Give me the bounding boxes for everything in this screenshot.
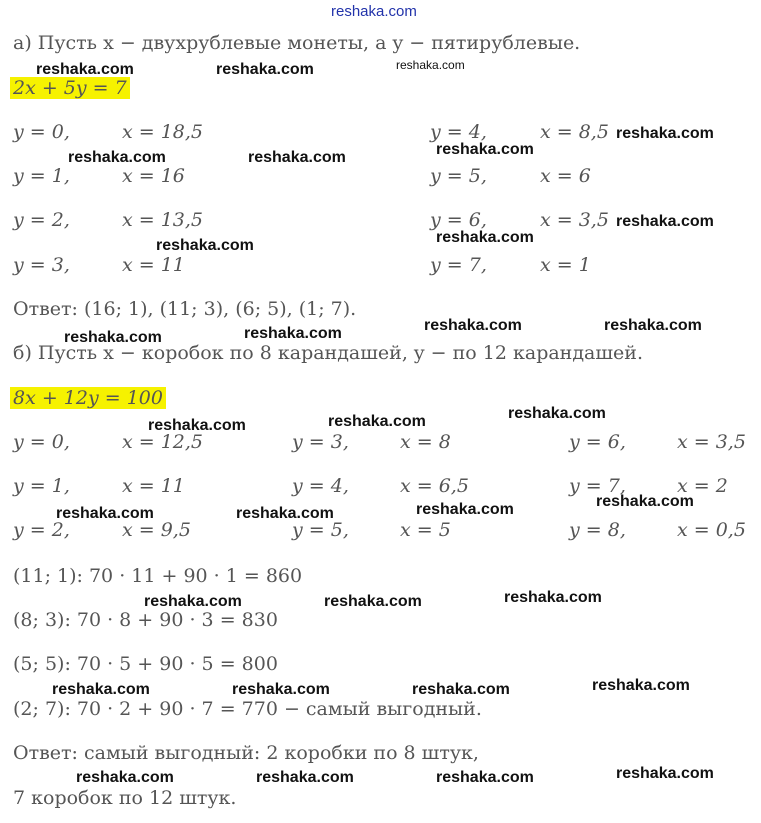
part-a-row-x: x = 6 xyxy=(540,165,591,187)
watermark: reshaka.com xyxy=(244,325,342,342)
watermark: reshaka.com xyxy=(36,61,134,78)
watermark: reshaka.com xyxy=(412,681,510,698)
watermark: reshaka.com xyxy=(596,493,694,510)
part-a-row-x: x = 3,5 xyxy=(540,209,609,231)
part-b-row-y: y = 2, xyxy=(13,519,70,541)
part-a-row-x: x = 16 xyxy=(122,165,185,187)
part-b-intro: б) Пусть x − коробок по 8 карандашей, y − по 12 карандашей. xyxy=(13,342,643,364)
part-a-row-y: y = 7, xyxy=(430,254,487,276)
part-b-row-x: x = 11 xyxy=(122,475,185,497)
part-a-row-x: x = 18,5 xyxy=(122,121,204,143)
part-a-row-x: x = 1 xyxy=(540,254,591,276)
part-b-row-x: x = 0,5 xyxy=(677,519,746,541)
part-b-row-y: y = 5, xyxy=(292,519,349,541)
watermark: reshaka.com xyxy=(604,317,702,334)
part-b-row-x: x = 9,5 xyxy=(122,519,191,541)
part-b-row-y: y = 7, xyxy=(569,475,626,497)
part-a-row-y: y = 6, xyxy=(430,209,487,231)
watermark: reshaka.com xyxy=(148,417,246,434)
part-a-answer: Ответ: (16; 1), (11; 3), (6; 5), (1; 7). xyxy=(13,298,357,320)
part-a-row-x: x = 13,5 xyxy=(122,209,204,231)
part-b-row-y: y = 8, xyxy=(569,519,626,541)
part-b-cost-line: (8; 3): 70 · 8 + 90 · 3 = 830 xyxy=(13,609,278,631)
watermark: reshaka.com xyxy=(64,329,162,346)
watermark: reshaka.com xyxy=(68,149,166,166)
watermark: reshaka.com xyxy=(76,769,174,786)
watermark: reshaka.com xyxy=(436,769,534,786)
part-a-row-y: y = 0, xyxy=(13,121,70,143)
part-a-equation: 2x + 5y = 7 xyxy=(10,76,130,100)
watermark: reshaka.com xyxy=(236,505,334,522)
part-b-row-y: y = 3, xyxy=(292,431,349,453)
part-a-intro: а) Пусть x − двухрублевые монеты, а y − пятирублевые. xyxy=(13,32,581,54)
part-b-cost-line: (5; 5): 70 · 5 + 90 · 5 = 800 xyxy=(13,653,278,675)
part-b-answer-line1: Ответ: самый выгодный: 2 коробки по 8 штук, xyxy=(13,742,479,764)
watermark: reshaka.com xyxy=(324,593,422,610)
watermark: reshaka.com xyxy=(248,149,346,166)
part-a-row-x: x = 8,5 xyxy=(540,121,609,143)
watermark: reshaka.com xyxy=(416,501,514,518)
part-b-answer-line2: 7 коробок по 12 штук. xyxy=(13,787,237,809)
watermark: reshaka.com xyxy=(504,589,602,606)
watermark: reshaka.com xyxy=(52,681,150,698)
watermark: reshaka.com xyxy=(156,237,254,254)
part-b-row-y: y = 4, xyxy=(292,475,349,497)
watermark: reshaka.com xyxy=(592,677,690,694)
watermark: reshaka.com xyxy=(216,61,314,78)
part-b-row-x: x = 5 xyxy=(400,519,451,541)
watermark: reshaka.com xyxy=(436,141,534,158)
watermark: reshaka.com xyxy=(396,58,465,72)
watermark-top: reshaka.com xyxy=(331,3,417,20)
part-a-row-y: y = 3, xyxy=(13,254,70,276)
watermark: reshaka.com xyxy=(424,317,522,334)
part-b-row-y: y = 1, xyxy=(13,475,70,497)
watermark: reshaka.com xyxy=(436,229,534,246)
part-b-row-x: x = 8 xyxy=(400,431,451,453)
watermark: reshaka.com xyxy=(328,413,426,430)
part-b-cost-line: (11; 1): 70 · 11 + 90 · 1 = 860 xyxy=(13,565,303,587)
watermark: reshaka.com xyxy=(508,405,606,422)
watermark: reshaka.com xyxy=(616,125,714,142)
part-a-row-y: y = 1, xyxy=(13,165,70,187)
part-b-cost-line: (2; 7): 70 · 2 + 90 · 7 = 770 − самый выгодный. xyxy=(13,698,482,720)
part-a-row-y: y = 5, xyxy=(430,165,487,187)
part-b-row-x: x = 2 xyxy=(677,475,728,497)
part-b-row-x: x = 6,5 xyxy=(400,475,469,497)
part-b-row-x: x = 12,5 xyxy=(122,431,204,453)
part-b-row-x: x = 3,5 xyxy=(677,431,746,453)
part-b-row-y: y = 0, xyxy=(13,431,70,453)
watermark: reshaka.com xyxy=(56,505,154,522)
part-b-equation: 8x + 12y = 100 xyxy=(10,386,166,410)
part-a-row-x: x = 11 xyxy=(122,254,185,276)
part-b-row-y: y = 6, xyxy=(569,431,626,453)
watermark: reshaka.com xyxy=(144,593,242,610)
watermark: reshaka.com xyxy=(616,213,714,230)
part-a-row-y: y = 4, xyxy=(430,121,487,143)
watermark: reshaka.com xyxy=(232,681,330,698)
watermark: reshaka.com xyxy=(256,769,354,786)
watermark: reshaka.com xyxy=(616,765,714,782)
part-a-row-y: y = 2, xyxy=(13,209,70,231)
